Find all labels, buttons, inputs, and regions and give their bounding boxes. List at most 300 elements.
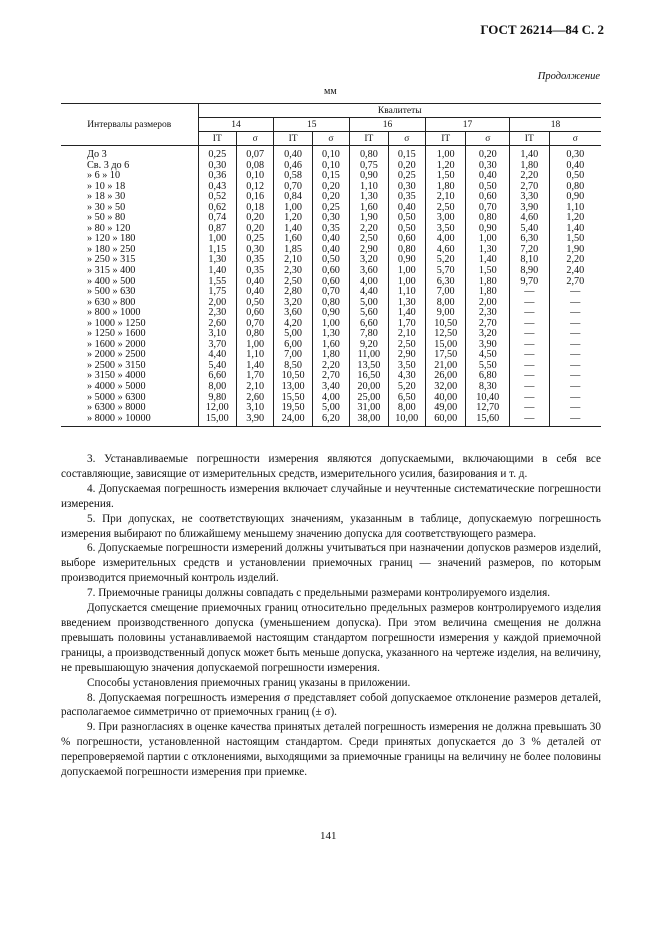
sigma-value-cell: 1,00 [388,266,425,277]
sigma-value-cell: 0,20 [312,182,349,193]
interval-cell: Св. 3 до 6 [87,159,130,171]
it-value-cell: 0,62 [198,203,236,214]
it-value-cell: 2,20 [510,171,549,182]
it-header: IT [425,132,466,146]
sigma-value-cell: 0,35 [312,224,349,235]
it-value-cell: 7,00 [274,350,312,361]
sigma-value-cell: 4,50 [466,350,510,361]
sigma-value-cell: 0,80 [312,298,349,309]
it-value-cell: 2,20 [350,224,388,235]
sigma-value-cell: 5,50 [466,361,510,372]
it-value-cell: 3,00 [425,213,466,224]
sigma-value-cell: 1,30 [466,245,510,256]
interval-cell: » 1250 » 1600 [87,328,146,340]
sigma-value-cell: 0,15 [388,146,425,161]
sigma-value-cell: 4,30 [388,371,425,382]
it-value-cell: — [510,329,549,340]
it-value-cell: 9,80 [198,393,236,404]
it-header: IT [274,132,312,146]
sigma-value-cell: 0,50 [388,224,425,235]
sigma-value-cell: 0,16 [236,192,273,203]
page-header: ГОСТ 26214—84 С. 2 [480,22,604,37]
interval-cell: » 1000 » 1250 [87,317,146,329]
sigma-value-cell: 1,00 [236,340,273,351]
it-value-cell: 25,00 [350,393,388,404]
sigma-value-cell: 12,70 [466,403,510,414]
sigma-value-cell: 0,18 [236,203,273,214]
interval-column-header: Интервалы размеров [61,104,198,146]
sigma-value-cell: 0,80 [549,182,601,193]
it-value-cell: 0,46 [274,161,312,172]
it-value-cell: 40,00 [425,393,466,404]
it-value-cell: 5,60 [350,308,388,319]
sigma-value-cell: 0,60 [388,234,425,245]
sigma-value-cell: 1,30 [388,298,425,309]
it-value-cell: — [510,319,549,330]
it-value-cell: 26,00 [425,371,466,382]
interval-cell: » 4000 » 5000 [87,381,146,393]
sigma-value-cell: 6,50 [388,393,425,404]
sigma-value-cell: 6,80 [466,371,510,382]
it-value-cell: 2,30 [198,308,236,319]
it-value-cell: 10,50 [274,371,312,382]
table-row [61,266,601,277]
interval-cell: » 500 » 630 [87,286,136,298]
it-value-cell: — [510,371,549,382]
it-value-cell: 31,00 [350,403,388,414]
paragraph: 6. Допускаемые погрешности измерений должны учитываться при назначении допусков размеров изделий, выборе измерительных средств и установлении приемочных границ — значений размеров, по которым производится приемочный контроль изделий. [61,542,601,585]
it-value-cell: 2,50 [425,203,466,214]
sigma-value-cell: 0,50 [466,182,510,193]
interval-cell: » 315 » 400 [87,265,136,277]
sigma-value-cell: 2,50 [388,340,425,351]
sigma-value-cell: 0,80 [466,213,510,224]
table-row [61,382,601,393]
it-value-cell: 3,50 [425,224,466,235]
it-value-cell: 7,20 [510,245,549,256]
it-value-cell: 8,10 [510,255,549,266]
paragraph: 5. При допусках, не соответствующих значениям, указанным в таблице, допускаемую погрешность измерения выбирают по ближайшему меньшему значению допуска для соответствующего размера. [61,512,601,540]
paragraph: 7. Приемочные границы должны совпадать с предельными размерами контролируемого изделия. [87,587,551,600]
sigma-value-cell: 0,70 [236,319,273,330]
it-value-cell: 3,90 [510,203,549,214]
sigma-value-cell: — [549,393,601,404]
sigma-value-cell: 0,30 [466,161,510,172]
it-value-cell: 0,36 [198,171,236,182]
it-value-cell: — [510,298,549,309]
sigma-value-cell: — [549,298,601,309]
paragraph: 9. При разногласиях в оценке качества принятых деталей погрешность измерения не должна превышать 30 % погрешности, установленной настоящим стандартом. Среди принятых допускается до 3 % деталей от перепроверяемой партии с отклонениями, выходящими за приемочные границы на величину не более половины допускаемой погрешности измерения при приемке. [61,721,601,779]
it-value-cell: 15,50 [274,393,312,404]
interval-cell: » 3150 » 4000 [87,370,146,382]
sigma-value-cell: 1,40 [549,224,601,235]
it-value-cell: 5,70 [425,266,466,277]
sigma-value-cell: 0,08 [236,161,273,172]
sigma-value-cell: 0,30 [549,146,601,161]
interval-cell: » 10 » 18 [87,180,126,192]
sigma-value-cell: 0,10 [312,146,349,161]
sigma-value-cell: 0,10 [236,171,273,182]
sigma-value-cell: 0,25 [312,203,349,214]
sigma-value-cell: 0,60 [312,266,349,277]
sigma-value-cell: 1,30 [312,329,349,340]
it-value-cell: 0,90 [350,171,388,182]
it-value-cell: 0,80 [350,146,388,161]
it-header: IT [198,132,236,146]
sigma-value-cell: 0,35 [236,266,273,277]
grade-header: 16 [350,118,426,132]
it-value-cell: — [510,393,549,404]
sigma-value-cell: 0,40 [312,234,349,245]
sigma-value-cell: 1,60 [312,340,349,351]
it-value-cell: 1,40 [274,224,312,235]
interval-cell: » 180 » 250 [87,243,136,255]
it-value-cell: 0,40 [274,146,312,161]
it-value-cell: 1,85 [274,245,312,256]
sigma-value-cell: 2,10 [236,382,273,393]
it-value-cell: 0,58 [274,171,312,182]
sigma-value-cell: 1,00 [388,277,425,288]
it-value-cell: 16,50 [350,371,388,382]
it-value-cell: 1,30 [198,255,236,266]
sigma-value-cell: 0,20 [388,161,425,172]
sigma-value-cell: 2,30 [466,308,510,319]
sigma-value-cell: 8,30 [466,382,510,393]
it-value-cell: 4,00 [425,234,466,245]
sigma-value-cell: 0,10 [312,161,349,172]
sigma-value-cell: — [549,361,601,372]
it-value-cell: 6,30 [425,277,466,288]
it-value-cell: 7,00 [425,287,466,298]
sigma-value-cell: 10,00 [388,414,425,427]
it-value-cell: 1,00 [198,234,236,245]
sigma-value-cell: 0,90 [312,308,349,319]
interval-cell: » 2000 » 2500 [87,349,146,361]
sigma-value-cell: 0,90 [466,224,510,235]
it-value-cell: 4,20 [274,319,312,330]
sigma-value-cell: 0,60 [236,308,273,319]
sigma-value-cell: 1,40 [388,308,425,319]
sigma-value-cell: — [549,403,601,414]
sigma-value-cell: 1,10 [388,287,425,298]
sigma-value-cell: 1,70 [236,371,273,382]
sigma-value-cell: 2,20 [549,255,601,266]
it-value-cell: 12,00 [198,403,236,414]
sigma-value-cell: 0,50 [549,171,601,182]
units-label: мм [324,86,337,97]
sigma-value-cell: 3,90 [466,340,510,351]
it-value-cell: 0,84 [274,192,312,203]
sigma-value-cell: 1,40 [236,361,273,372]
sigma-value-cell: 1,80 [466,277,510,288]
sigma-value-cell: 1,00 [466,234,510,245]
it-value-cell: 12,50 [425,329,466,340]
it-value-cell: 0,25 [198,146,236,161]
it-value-cell: 2,00 [198,298,236,309]
sigma-value-cell: 2,70 [312,371,349,382]
sigma-value-cell: 2,70 [549,277,601,288]
sigma-value-cell: 0,15 [312,171,349,182]
interval-cell: » 8000 » 10000 [61,414,198,427]
it-value-cell: 2,90 [350,245,388,256]
it-value-cell: 2,80 [274,287,312,298]
it-value-cell: — [510,350,549,361]
it-value-cell: 1,55 [198,277,236,288]
sigma-value-cell: 0,90 [549,192,601,203]
it-value-cell: 4,60 [510,213,549,224]
table-body [61,146,601,427]
it-value-cell: 1,60 [350,203,388,214]
it-value-cell: 3,10 [198,329,236,340]
sigma-value-cell: 0,50 [312,255,349,266]
sigma-value-cell: 10,40 [466,393,510,404]
it-value-cell: 2,30 [274,266,312,277]
sigma-value-cell: 0,20 [312,192,349,203]
grade-header: 15 [274,118,350,132]
it-value-cell: 2,60 [198,319,236,330]
it-value-cell: 9,70 [510,277,549,288]
it-value-cell: 8,00 [425,298,466,309]
it-value-cell: 17,50 [425,350,466,361]
it-value-cell: 13,00 [274,382,312,393]
sigma-value-cell: — [549,414,601,427]
sigma-value-cell: 3,20 [466,329,510,340]
it-value-cell: 24,00 [274,414,312,427]
sigma-value-cell: 0,40 [236,277,273,288]
paragraph: 8. Допускаемая погрешность измерения σ представляет собой допускаемое отклонение размеров деталей, располагаемое симметрично от приемочных границ (± σ). [61,691,601,719]
it-value-cell: 4,40 [198,350,236,361]
sigma-value-cell: 0,40 [549,161,601,172]
it-value-cell: 5,40 [198,361,236,372]
interval-cell: » 6300 » 8000 [87,402,146,414]
it-value-cell: 15,00 [198,414,236,427]
sigma-value-cell: 6,20 [312,414,349,427]
it-value-cell: 6,30 [510,234,549,245]
it-value-cell: 6,00 [274,340,312,351]
sigma-value-cell: 2,60 [236,393,273,404]
it-value-cell: 1,80 [425,182,466,193]
sigma-value-cell: 0,70 [466,203,510,214]
sigma-value-cell: 0,60 [466,192,510,203]
sigma-value-cell: 0,25 [388,171,425,182]
tolerance-table [61,103,601,427]
sigma-value-cell: 0,20 [236,213,273,224]
sigma-value-cell: 0,40 [236,287,273,298]
sigma-value-cell: 1,10 [549,203,601,214]
sigma-value-cell: 0,30 [312,213,349,224]
it-value-cell: 8,00 [198,382,236,393]
sigma-value-cell: 15,60 [466,414,510,427]
sigma-value-cell: 1,20 [549,213,601,224]
it-value-cell: 11,00 [350,350,388,361]
interval-cell: » 30 » 50 [87,201,126,213]
sigma-value-cell: 3,50 [388,361,425,372]
sigma-header: σ [466,132,510,146]
it-value-cell: 1,20 [425,161,466,172]
it-value-cell: 2,50 [274,277,312,288]
interval-cell: До 3 [87,149,107,160]
it-value-cell: 4,60 [425,245,466,256]
it-value-cell: 0,43 [198,182,236,193]
table-row [61,146,601,161]
interval-cell: » 1600 » 2000 [87,338,146,350]
sigma-value-cell: 1,80 [312,350,349,361]
it-value-cell: 10,50 [425,319,466,330]
it-value-cell: 19,50 [274,403,312,414]
it-value-cell: — [510,403,549,414]
it-value-cell: 0,75 [350,161,388,172]
it-value-cell: 15,00 [425,340,466,351]
interval-cell: » 120 » 180 [87,233,136,245]
it-value-cell: 0,52 [198,192,236,203]
sigma-value-cell: 0,50 [236,298,273,309]
it-value-cell: 1,15 [198,245,236,256]
it-value-cell: 2,10 [274,255,312,266]
page-number: 141 [320,830,337,842]
sigma-value-cell: 0,20 [466,146,510,161]
grade-header: 18 [510,118,601,132]
interval-cell: » 800 » 1000 [87,307,141,319]
it-value-cell: — [510,414,549,427]
sigma-value-cell: 0,35 [388,192,425,203]
sigma-value-cell: 5,00 [312,403,349,414]
sigma-header: σ [388,132,425,146]
it-value-cell: 1,40 [510,146,549,161]
sigma-value-cell: 0,60 [312,277,349,288]
it-value-cell: 1,30 [350,192,388,203]
sigma-value-cell: — [549,371,601,382]
it-value-cell: 1,60 [274,234,312,245]
grade-header: 14 [198,118,274,132]
table-row [61,414,601,427]
it-value-cell: 1,00 [425,146,466,161]
sigma-value-cell: 2,00 [466,298,510,309]
sigma-header: σ [312,132,349,146]
grade-header: 17 [425,118,509,132]
it-value-cell: — [510,361,549,372]
it-value-cell: 8,90 [510,266,549,277]
interval-cell: » 630 » 800 [87,296,136,308]
it-value-cell: 6,60 [198,371,236,382]
it-value-cell: 38,00 [350,414,388,427]
sigma-value-cell: — [549,319,601,330]
sigma-value-cell: 0,40 [312,245,349,256]
it-value-cell: 4,00 [350,277,388,288]
interval-cell: » 400 » 500 [87,275,136,287]
sigma-value-cell: 0,40 [466,171,510,182]
it-value-cell: 1,20 [274,213,312,224]
it-value-cell: 3,20 [350,255,388,266]
interval-cell: » 80 » 120 [87,222,131,234]
sigma-value-cell: — [549,340,601,351]
sigma-value-cell: 1,50 [466,266,510,277]
it-value-cell: 1,40 [198,266,236,277]
sigma-value-cell: 0,50 [388,213,425,224]
interval-cell: » 250 » 315 [87,254,136,266]
continuation-label: Продолжение [537,71,600,82]
it-value-cell: 32,00 [425,382,466,393]
it-value-cell: 60,00 [425,414,466,427]
sigma-value-cell: 0,70 [312,287,349,298]
sigma-value-cell: 0,20 [236,224,273,235]
sigma-value-cell: 2,20 [312,361,349,372]
sigma-value-cell: 1,50 [549,234,601,245]
it-value-cell: 2,10 [425,192,466,203]
it-value-cell: 0,30 [198,161,236,172]
it-header: IT [510,132,549,146]
sigma-value-cell: 0,30 [236,245,273,256]
it-value-cell: 0,74 [198,213,236,224]
it-value-cell: 5,40 [510,224,549,235]
sigma-value-cell: 0,80 [236,329,273,340]
it-value-cell: 5,00 [274,329,312,340]
sigma-value-cell: 2,40 [549,266,601,277]
sigma-value-cell: 0,07 [236,146,273,161]
sigma-value-cell: 4,00 [312,393,349,404]
paragraph: Допускается смещение приемочных границ относительно предельных размеров контролируемого изделия введением производственного допуска (уменьшением допуска). При этом величина смещения не должна превышать половины устанавливаемой настоящим стандартом погрешности измерения у каждой приемочной границы, а производственный допуск может быть меньше допуска, указанного на чертеже изделия, на величину, не превышающую значения допускаемой погрешности измерения. [61,602,601,674]
it-value-cell: 13,50 [350,361,388,372]
sigma-header: σ [236,132,273,146]
sigma-value-cell: 1,70 [388,319,425,330]
sigma-value-cell: 1,90 [549,245,601,256]
interval-cell: » 6 » 10 [87,170,121,182]
paragraph: 3. Устанавливаемые погрешности измерения являются допускаемыми, включающими в себя все составляющие, зависящие от измерительных средств, измерительного усилия, базирования и т. д. [61,453,601,480]
it-value-cell: — [510,382,549,393]
it-value-cell: 1,80 [510,161,549,172]
sigma-value-cell: 0,30 [388,182,425,193]
it-value-cell: 5,20 [425,255,466,266]
it-value-cell: 7,80 [350,329,388,340]
it-value-cell: 8,50 [274,361,312,372]
interval-cell: » 18 » 30 [87,191,126,203]
interval-cell: » 5000 » 6300 [87,391,146,403]
it-value-cell: 1,00 [274,203,312,214]
sigma-value-cell: 0,12 [236,182,273,193]
sigma-value-cell: 3,40 [312,382,349,393]
it-value-cell: 2,70 [510,182,549,193]
it-value-cell: 3,30 [510,192,549,203]
body-text [61,452,601,780]
it-value-cell: 3,20 [274,298,312,309]
sigma-header: σ [549,132,601,146]
sigma-value-cell: — [549,287,601,298]
it-value-cell: 4,40 [350,287,388,298]
sigma-value-cell: 0,35 [236,255,273,266]
it-value-cell: 1,50 [425,171,466,182]
it-value-cell: — [510,340,549,351]
sigma-value-cell: 1,80 [466,287,510,298]
it-value-cell: 0,87 [198,224,236,235]
sigma-value-cell: 0,25 [236,234,273,245]
it-value-cell: 9,00 [425,308,466,319]
sigma-value-cell: 1,00 [312,319,349,330]
it-value-cell: 3,60 [274,308,312,319]
it-value-cell: 1,90 [350,213,388,224]
it-value-cell: 0,70 [274,182,312,193]
grades-group-header: Квалитеты [198,104,601,118]
it-value-cell: 3,70 [198,340,236,351]
it-value-cell: 3,60 [350,266,388,277]
sigma-value-cell: 3,10 [236,403,273,414]
sigma-value-cell: 1,40 [466,255,510,266]
paragraph: 4. Допускаемая погрешность измерения включает случайные и неучтенные систематические погрешности измерения. [61,482,601,510]
sigma-value-cell: 1,10 [236,350,273,361]
sigma-value-cell: — [549,350,601,361]
sigma-value-cell: 0,90 [388,255,425,266]
sigma-value-cell: 2,90 [388,350,425,361]
sigma-value-cell: — [549,382,601,393]
it-value-cell: 5,00 [350,298,388,309]
